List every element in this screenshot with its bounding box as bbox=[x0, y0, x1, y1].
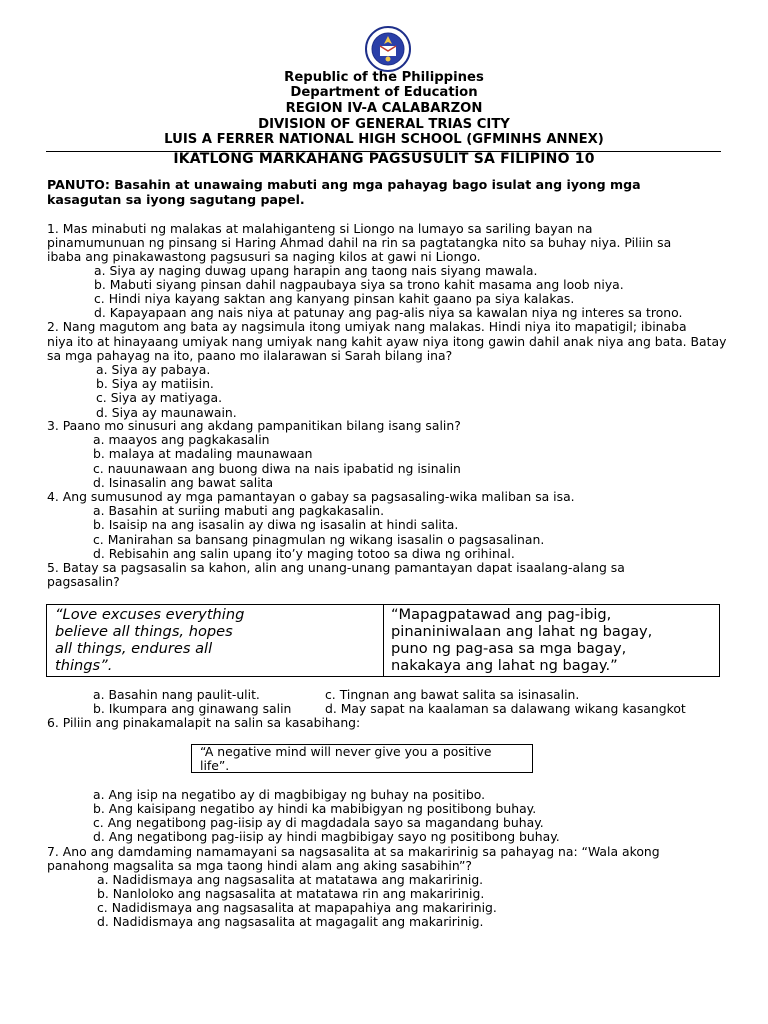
choice: d. May sapat na kaalaman sa dalawang wikang kasangkot bbox=[325, 701, 686, 716]
choice: c. Nadidismaya ang nagsasalita at mapapahiya ang makaririnig. bbox=[97, 900, 497, 915]
choice: c. nauunawaan ang buong diwa na nais ipabatid ng isinalin bbox=[93, 461, 461, 476]
question-text: niya ito at hinayaang umiyak nang umiyak nang kahit ayaw niya itong gawin dahil anak niya ang bata. Batay bbox=[47, 334, 727, 349]
question-text: 3. Paano mo sinusuri ang akdang pampanitikan bilang isang salin? bbox=[47, 418, 461, 433]
quote-line: all things, endures all bbox=[55, 640, 213, 657]
choice: a. Basahin at suriing mabuti ang pagkakasalin. bbox=[93, 503, 385, 518]
saying-line: “A negative mind will never give you a positive bbox=[200, 744, 492, 759]
choice: b. Ang kaisipang negatibo ay hindi ka mabibigyan ng positibong buhay. bbox=[93, 801, 537, 816]
choice: b. Isaisip na ang isasalin ay diwa ng isasalin at hindi salita. bbox=[93, 517, 459, 532]
question-text: 1. Mas minabuti ng malakas at malahiganteng si Liongo na lumayo sa sariling bayan na bbox=[47, 221, 593, 236]
header-republic: Republic of the Philippines bbox=[284, 70, 484, 85]
choice: d. Isinasalin ang bawat salita bbox=[93, 475, 274, 490]
choice: b. Ikumpara ang ginawang salin bbox=[93, 701, 292, 716]
choice: b. Mabuti siyang pinsan dahil nagpaubaya siya sa trono kahit masama ang loob niya. bbox=[94, 277, 624, 292]
choice: a. Basahin nang paulit-ulit. bbox=[93, 687, 260, 702]
choice: c. Manirahan sa bansang pinagmulan ng wikang isasalin o pagsasalinan. bbox=[93, 532, 545, 547]
question-text: 2. Nang magutom ang bata ay nagsimula itong umiyak nang malakas. Hindi niya ito mapatigil; ibinaba bbox=[47, 319, 687, 334]
instructions-line: PANUTO: Basahin at unawaing mabuti ang mga pahayag bago isulat ang iyong mga bbox=[47, 177, 641, 192]
question-text: sa mga pahayag na ito, paano mo ilalarawan si Sarah bilang ina? bbox=[47, 348, 453, 363]
exam-title: IKATLONG MARKAHANG PAGSUSULIT SA FILIPINO 10 bbox=[173, 151, 595, 167]
question-text: ibaba ang pinakawastong pagsusuri sa naging kilos at gawi ni Liongo. bbox=[47, 249, 481, 264]
choice: a. Nadidismaya ang nagsasalita at matatawa ang makaririnig. bbox=[97, 872, 484, 887]
question-text: pagsasalin? bbox=[47, 574, 120, 589]
question-text: pinamumunuan ng pinsang si Haring Ahmad dahil na rin sa pagtatangka nito sa buhay niya. Piliin sa bbox=[47, 235, 672, 250]
choice: b. Siya ay matiisin. bbox=[96, 376, 214, 391]
choice: c. Ang negatibong pag-iisip ay di magdadala sayo sa magandang buhay. bbox=[93, 815, 544, 830]
choice: c. Tingnan ang bawat salita sa isinasalin. bbox=[325, 687, 580, 702]
quote-line: “Mapagpatawad ang pag-ibig, bbox=[391, 606, 612, 623]
choice: d. Rebisahin ang salin upang ito’y maging totoo sa diwa ng orihinal. bbox=[93, 546, 515, 561]
choice: b. malaya at madaling maunawaan bbox=[93, 446, 313, 461]
quote-line: pinaniniwalaan ang lahat ng bagay, bbox=[391, 623, 653, 640]
saying-box bbox=[191, 744, 533, 773]
deped-seal-icon bbox=[359, 26, 417, 72]
choice: d. Siya ay maunawain. bbox=[96, 405, 237, 420]
choice: d. Nadidismaya ang nagsasalita at magagalit ang makaririnig. bbox=[97, 914, 484, 929]
question-text: 4. Ang sumusunod ay mga pamantayan o gabay sa pagsasaling-wika maliban sa isa. bbox=[47, 489, 575, 504]
question-text: 5. Batay sa pagsasalin sa kahon, alin ang unang-unang pamantayan dapat isaalang-alang sa bbox=[47, 560, 625, 575]
header-school: LUIS A FERRER NATIONAL HIGH SCHOOL (GFMINHS ANNEX) bbox=[164, 132, 604, 147]
english-quote bbox=[47, 605, 384, 676]
header-department: Department of Education bbox=[290, 85, 478, 100]
translation-box bbox=[46, 604, 720, 677]
question-text: 7. Ano ang damdaming namamayani sa nagsasalita at sa makaririnig sa pahayag na: “Wala akong bbox=[47, 844, 660, 859]
filipino-quote bbox=[384, 605, 719, 676]
question-text: panahong magsalita sa mga taong hindi alam ang aking sasabihin”? bbox=[47, 858, 473, 873]
choice: a. Siya ay naging duwag upang harapin ang taong nais siyang mawala. bbox=[94, 263, 538, 278]
choice: a. Siya ay pabaya. bbox=[96, 362, 211, 377]
header-division: DIVISION OF GENERAL TRIAS CITY bbox=[258, 117, 510, 132]
quote-line: things”. bbox=[55, 657, 113, 674]
choice: a. maayos ang pagkakasalin bbox=[93, 432, 270, 447]
choice: b. Nanloloko ang nagsasalita at matatawa rin ang makaririnig. bbox=[97, 886, 485, 901]
choice: d. Ang negatibong pag-iisip ay hindi magbibigay sayo ng positibong buhay. bbox=[93, 829, 560, 844]
choice: d. Kapayapaan ang nais niya at patunay ang pag-alis niya sa kawalan niya ng interes sa trono. bbox=[94, 305, 683, 320]
question-text: 6. Piliin ang pinakamalapit na salin sa kasabihang: bbox=[47, 715, 361, 730]
choice: c. Siya ay matiyaga. bbox=[96, 390, 223, 405]
choice: c. Hindi niya kayang saktan ang kanyang pinsan kahit gaano pa siya kalakas. bbox=[94, 291, 575, 306]
choice: a. Ang isip na negatibo ay di magbibigay ng buhay na positibo. bbox=[93, 787, 486, 802]
header-region: REGION IV-A CALABARZON bbox=[285, 101, 483, 116]
quote-line: believe all things, hopes bbox=[55, 623, 233, 640]
quote-line: “Love excuses everything bbox=[55, 606, 245, 623]
quote-line: puno ng pag-asa sa mga bagay, bbox=[391, 640, 627, 657]
quote-line: nakakaya ang lahat ng bagay.” bbox=[391, 657, 618, 674]
saying-line: life”. bbox=[200, 758, 230, 774]
instructions-line: kasagutan sa iyong sagutang papel. bbox=[47, 192, 305, 207]
